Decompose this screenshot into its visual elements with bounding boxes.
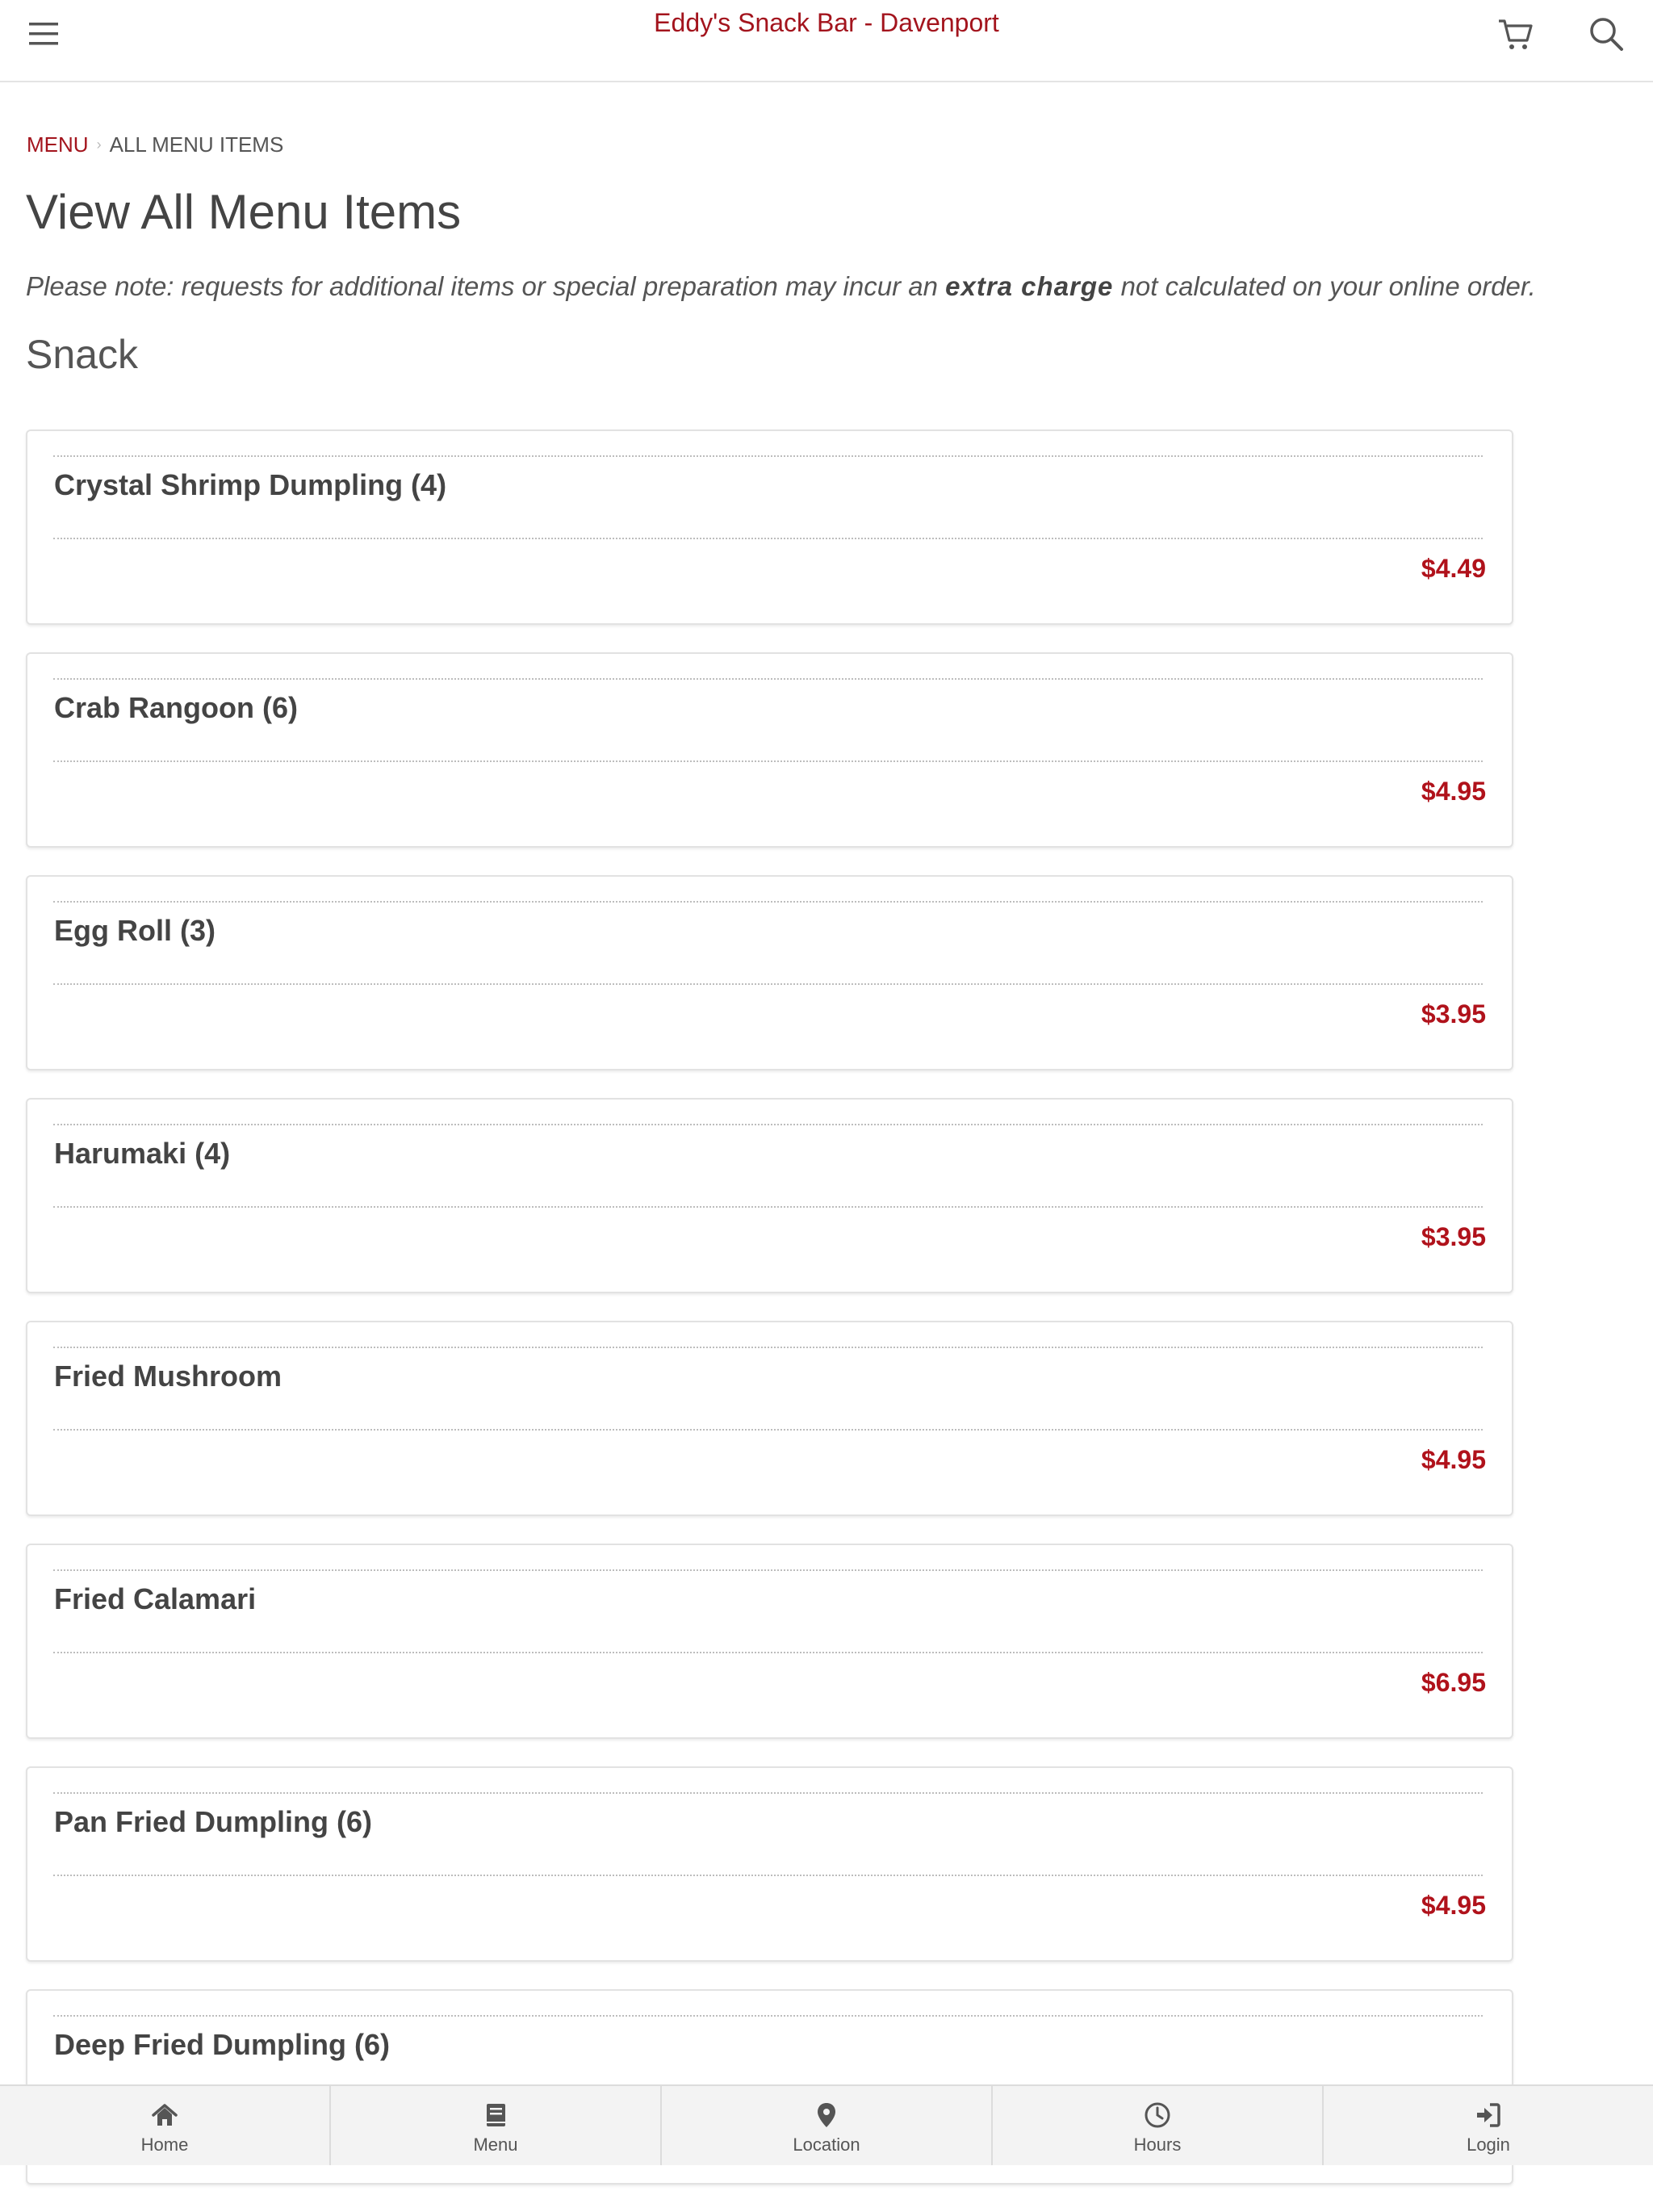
menu-item-card[interactable] <box>26 875 1513 1070</box>
nav-item-location[interactable] <box>662 2086 993 2165</box>
menu-item-name[interactable]: Fried Mushroom <box>54 1359 282 1393</box>
menu-item-price: $6.95 <box>1421 1668 1486 1697</box>
menu-item-name[interactable]: Harumaki (4) <box>54 1137 231 1170</box>
menu-item-name[interactable]: Crab Rangoon (6) <box>54 691 298 724</box>
extra-charge-note <box>26 271 1536 302</box>
breadcrumb-current: ALL MENU ITEMS <box>109 132 284 157</box>
menu-item-price: $4.95 <box>1421 1445 1486 1474</box>
nav-item-login[interactable] <box>1324 2086 1653 2165</box>
dotted-divider <box>53 760 1483 762</box>
menu-item-price: $4.95 <box>1421 1891 1486 1920</box>
location-pin-icon <box>812 2101 841 2130</box>
menu-item-list <box>26 429 1513 2212</box>
menu-item-card[interactable] <box>26 1766 1513 1962</box>
breadcrumb <box>27 132 283 157</box>
home-icon <box>150 2101 179 2130</box>
top-header <box>0 0 1653 82</box>
dotted-divider <box>53 678 1483 680</box>
cart-icon[interactable] <box>1496 15 1535 53</box>
nav-label: Login <box>1467 2134 1510 2155</box>
nav-item-home[interactable] <box>0 2086 331 2165</box>
nav-label: Hours <box>1133 2134 1182 2155</box>
dotted-divider <box>53 2015 1483 2017</box>
section-title: Snack <box>26 332 138 377</box>
dotted-divider <box>53 1792 1483 1794</box>
note-emphasis: extra charge <box>945 271 1114 301</box>
dotted-divider <box>53 1124 1483 1125</box>
dotted-divider <box>53 1206 1483 1208</box>
menu-item-card[interactable] <box>26 429 1513 625</box>
breadcrumb-separator-icon: › <box>96 136 102 153</box>
menu-book-icon <box>481 2101 510 2130</box>
dotted-divider <box>53 1652 1483 1653</box>
menu-item-price: $3.95 <box>1421 999 1486 1028</box>
dotted-divider <box>53 1569 1483 1571</box>
dotted-divider <box>53 901 1483 903</box>
note-text-after: not calculated on your online order. <box>1113 271 1536 301</box>
note-text-before: Please note: requests for additional items or special preparation may incur an <box>26 271 946 301</box>
login-icon <box>1474 2101 1503 2130</box>
nav-label: Home <box>140 2134 189 2155</box>
menu-item-name[interactable]: Fried Calamari <box>54 1582 257 1615</box>
dotted-divider <box>53 1429 1483 1431</box>
menu-item-name[interactable]: Egg Roll (3) <box>54 914 216 947</box>
page-title: View All Menu Items <box>26 185 462 239</box>
menu-item-card[interactable] <box>26 1098 1513 1293</box>
menu-item-card[interactable] <box>26 652 1513 848</box>
menu-item-card[interactable] <box>26 1321 1513 1516</box>
menu-item-name[interactable]: Pan Fried Dumpling (6) <box>54 1805 373 1838</box>
bottom-nav <box>0 2084 1653 2165</box>
menu-item-name[interactable]: Crystal Shrimp Dumpling (4) <box>54 468 447 501</box>
menu-item-price: $4.49 <box>1421 554 1486 583</box>
nav-label: Menu <box>473 2134 518 2155</box>
breadcrumb-menu-link[interactable]: MENU <box>27 132 89 157</box>
dotted-divider <box>53 983 1483 985</box>
dotted-divider <box>53 1347 1483 1348</box>
nav-item-menu[interactable] <box>331 2086 662 2165</box>
dotted-divider <box>53 1875 1483 1876</box>
nav-label: Location <box>793 2134 860 2155</box>
restaurant-title[interactable]: Eddy's Snack Bar - Davenport <box>654 8 999 37</box>
nav-item-hours[interactable] <box>993 2086 1324 2165</box>
search-icon[interactable] <box>1587 15 1626 53</box>
menu-item-price: $3.95 <box>1421 1222 1486 1251</box>
menu-item-price: $4.95 <box>1421 777 1486 806</box>
dotted-divider <box>53 538 1483 539</box>
menu-item-card[interactable] <box>26 1544 1513 1739</box>
menu-item-name[interactable]: Deep Fried Dumpling (6) <box>54 2028 391 2061</box>
dotted-divider <box>53 455 1483 457</box>
clock-icon <box>1143 2101 1172 2130</box>
